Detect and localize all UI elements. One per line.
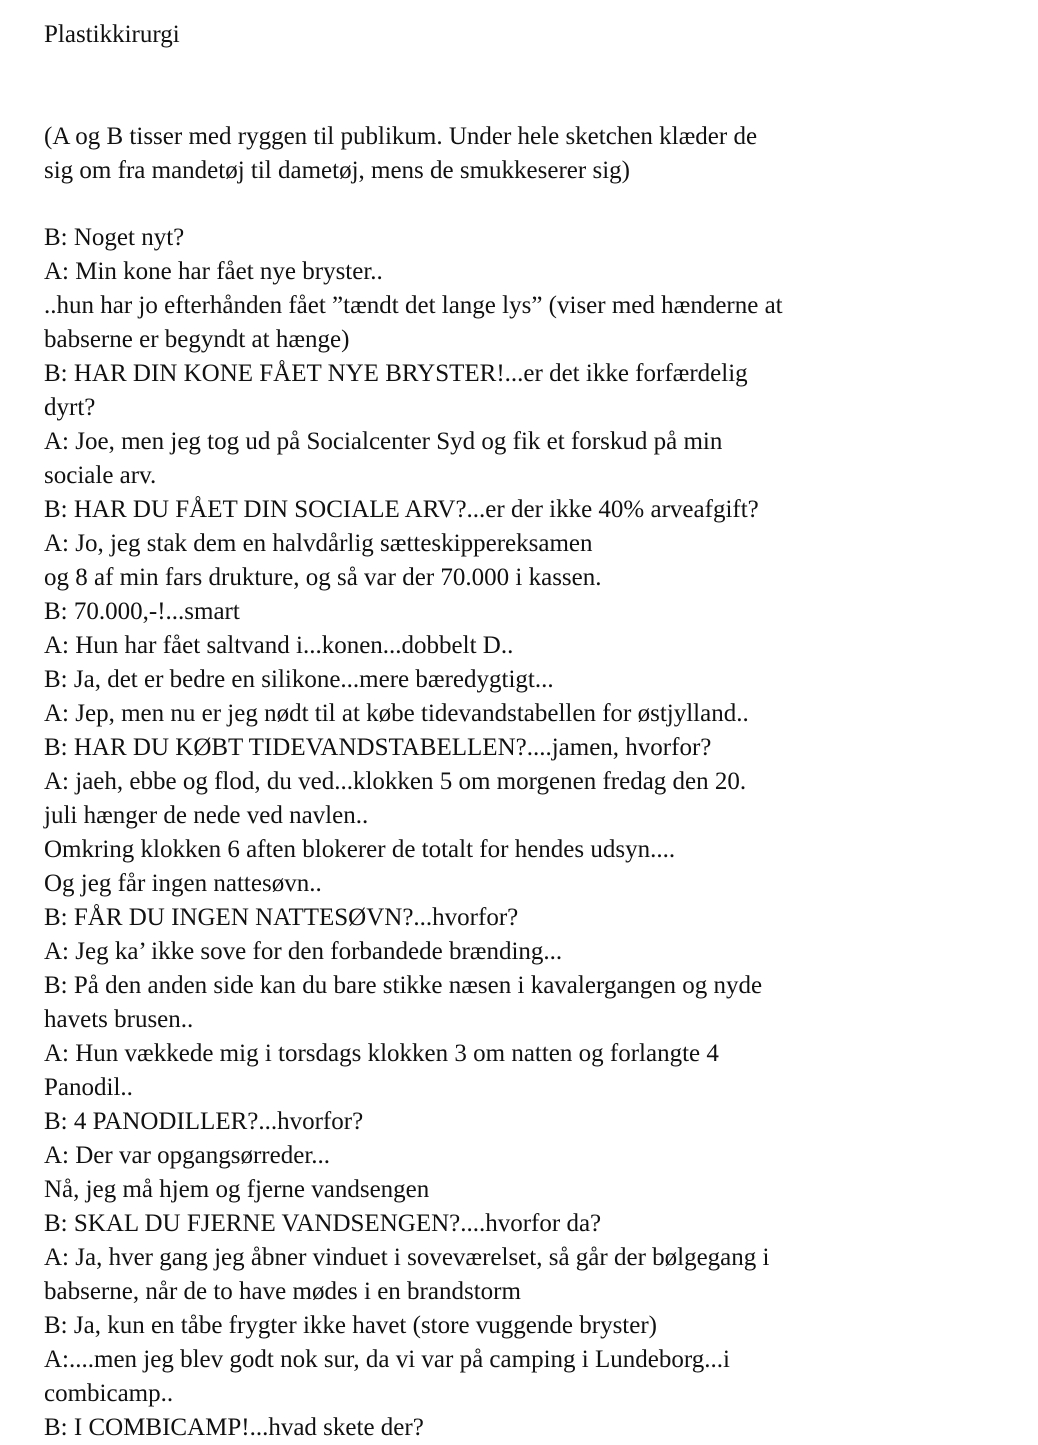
dialogue-line: B: 70.000,-!...smart bbox=[44, 598, 240, 625]
stage-direction bbox=[44, 120, 984, 188]
dialogue-line: B: Ja, det er bedre en silikone...mere bæredygtigt... bbox=[44, 666, 554, 693]
dialogue-line: A:....men jeg blev godt nok sur, da vi var på camping i Lundeborg...i bbox=[44, 1346, 730, 1373]
dialogue-line: sociale arv. bbox=[44, 462, 157, 489]
dialogue-line: ..hun har jo efterhånden fået ”tændt det lange lys” (viser med hænderne at bbox=[44, 292, 783, 319]
dialogue-line: dyrt? bbox=[44, 394, 96, 421]
dialogue-line: B: I COMBICAMP!...hvad skete der? bbox=[44, 1414, 424, 1441]
dialogue-line: Panodil.. bbox=[44, 1074, 133, 1101]
dialogue-line: Og jeg får ingen nattesøvn.. bbox=[44, 870, 322, 897]
stage-direction-line: (A og B tisser med ryggen til publikum. Under hele sketchen klæder de bbox=[44, 123, 758, 150]
dialogue-line: Omkring klokken 6 aften blokerer de totalt for hendes udsyn.... bbox=[44, 836, 676, 863]
dialogue-line: A: Jep, men nu er jeg nødt til at købe tidevandstabellen for østjylland.. bbox=[44, 700, 749, 727]
dialogue-line: combicamp.. bbox=[44, 1380, 174, 1407]
dialogue-line: havets brusen.. bbox=[44, 1006, 194, 1033]
dialogue-line: A: Hun vækkede mig i torsdags klokken 3 om natten og forlangte 4 bbox=[44, 1040, 719, 1067]
stage-direction-line: sig om fra mandetøj til dametøj, mens de smukkeserer sig) bbox=[44, 157, 630, 184]
dialogue bbox=[44, 221, 984, 1445]
dialogue-line: A: jaeh, ebbe og flod, du ved...klokken 5 om morgenen fredag den 20. bbox=[44, 768, 747, 795]
dialogue-line: B: HAR DIN KONE FÅET NYE BRYSTER!...er det ikke forfærdelig bbox=[44, 360, 748, 387]
dialogue-line: B: Ja, kun en tåbe frygter ikke havet (store vuggende bryster) bbox=[44, 1312, 657, 1339]
dialogue-line: B: På den anden side kan du bare stikke næsen i kavalergangen og nyde bbox=[44, 972, 763, 999]
dialogue-line: B: HAR DU KØBT TIDEVANDSTABELLEN?....jamen, hvorfor? bbox=[44, 734, 712, 761]
dialogue-line: babserne, når de to have mødes i en brandstorm bbox=[44, 1278, 521, 1305]
dialogue-line: A: Jo, jeg stak dem en halvdårlig sætteskippereksamen bbox=[44, 530, 593, 557]
dialogue-line: B: FÅR DU INGEN NATTESØVN?...hvorfor? bbox=[44, 904, 519, 931]
dialogue-line: juli hænger de nede ved navlen.. bbox=[44, 802, 369, 829]
document-title: Plastikkirurgi bbox=[44, 21, 180, 48]
dialogue-line: A: Der var opgangsørreder... bbox=[44, 1142, 331, 1169]
dialogue-line: Nå, jeg må hjem og fjerne vandsengen bbox=[44, 1176, 430, 1203]
dialogue-line: B: Noget nyt? bbox=[44, 224, 185, 251]
dialogue-line: babserne er begyndt at hænge) bbox=[44, 326, 350, 353]
dialogue-line: A: Ja, hver gang jeg åbner vinduet i soveværelset, så går der bølgegang i bbox=[44, 1244, 770, 1271]
dialogue-line: A: Hun har fået saltvand i...konen...dobbelt D.. bbox=[44, 632, 514, 659]
dialogue-line: A: Jeg ka’ ikke sove for den forbandede brænding... bbox=[44, 938, 563, 965]
dialogue-line: B: SKAL DU FJERNE VANDSENGEN?....hvorfor da? bbox=[44, 1210, 602, 1237]
dialogue-line: og 8 af min fars drukture, og så var der 70.000 i kassen. bbox=[44, 564, 602, 591]
dialogue-line: B: HAR DU FÅET DIN SOCIALE ARV?...er der ikke 40% arveafgift? bbox=[44, 496, 759, 523]
dialogue-line: A: Joe, men jeg tog ud på Socialcenter Syd og fik et forskud på min bbox=[44, 428, 723, 455]
dialogue-line: A: Min kone har fået nye bryster.. bbox=[44, 258, 383, 285]
dialogue-line: B: 4 PANODILLER?...hvorfor? bbox=[44, 1108, 364, 1135]
